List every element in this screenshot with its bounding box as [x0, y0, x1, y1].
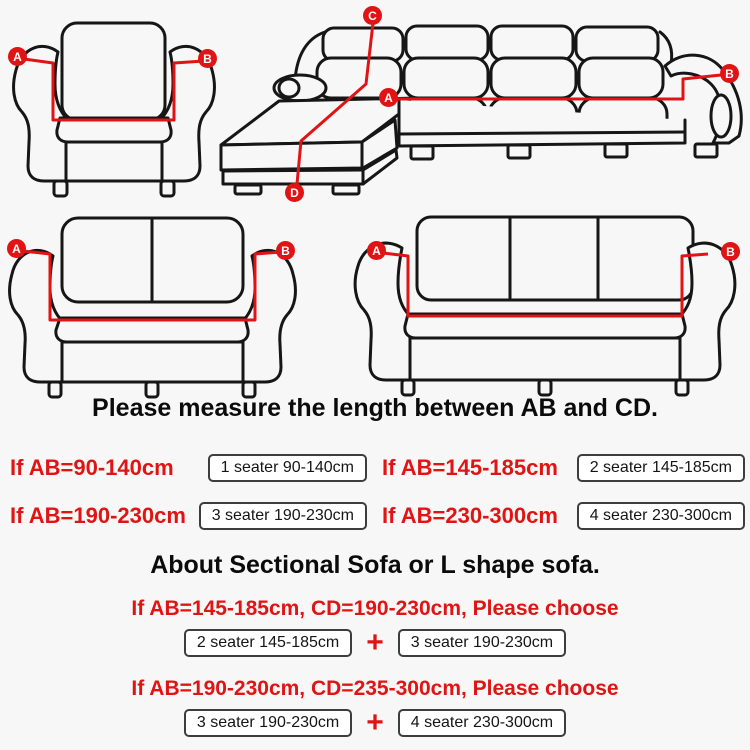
loveseat-left-arm: [10, 250, 63, 382]
marker-b-sofa3: B: [721, 242, 740, 261]
sectional-leg: [411, 146, 433, 159]
size-row-3-seater: [10, 499, 367, 532]
size-row-4-seater: [382, 499, 745, 532]
sectional-l-shape-icon: [215, 0, 750, 205]
sectional-leg: [605, 144, 627, 157]
sectional-back-cushion: [404, 58, 488, 98]
sofa3-leg: [676, 380, 688, 395]
loveseat-seat-front: [56, 318, 248, 342]
armchair-leg: [161, 181, 174, 196]
sectional-back-pillow: [491, 26, 573, 60]
size-option-box: 3 seater 190-230cm: [398, 629, 566, 657]
sectional-right-arm-scroll: [711, 95, 731, 137]
condition-label: If AB=90-140cm: [10, 454, 174, 480]
sectional-back-pillow: [576, 27, 658, 61]
armchair-leg: [54, 181, 67, 196]
loveseat-right-arm: [242, 250, 295, 382]
sectional-combo-2: [0, 706, 750, 739]
marker-a-sofa3: A: [367, 241, 386, 260]
plus-icon: +: [366, 626, 384, 659]
size-option-box: 2 seater 145-185cm: [577, 454, 745, 482]
sofa3-leg: [539, 380, 551, 395]
sectional-back-pillow: [323, 28, 403, 61]
size-option-box: 4 seater 230-300cm: [577, 502, 745, 530]
sofa3-seat-front: [405, 314, 685, 338]
sectional-leg: [508, 145, 530, 158]
chaise-leg: [333, 185, 359, 194]
sectional-back-pillow: [406, 26, 488, 60]
marker-c-sectional: C: [363, 6, 382, 25]
armchair-skirt: [66, 142, 162, 181]
loveseat-skirt: [62, 342, 243, 382]
armchair-seat-front: [57, 118, 171, 142]
sectional-condition-2: If AB=190-230cm, CD=235-300cm, Please choose: [131, 677, 619, 700]
marker-a-loveseat: A: [7, 239, 26, 258]
marker-b-armchair: B: [198, 49, 217, 68]
marker-a-armchair: A: [8, 47, 27, 66]
size-row-1-seater: [10, 451, 367, 484]
sectional-combo-1: [0, 626, 750, 659]
condition-label: If AB=230-300cm: [382, 502, 558, 528]
size-option-box: 1 seater 90-140cm: [208, 454, 367, 482]
size-option-box: 2 seater 145-185cm: [184, 629, 352, 657]
sofa-3-seater-icon: [340, 210, 750, 400]
condition-label: If AB=145-185cm: [382, 454, 558, 480]
sofa3-skirt: [410, 338, 680, 380]
size-option-box: 3 seater 190-230cm: [184, 709, 352, 737]
sectional-leg: [695, 144, 717, 157]
plus-icon: +: [366, 706, 384, 739]
sofa3-leg: [402, 380, 414, 395]
marker-b-loveseat: B: [276, 241, 295, 260]
sectional-back-cushion: [491, 58, 576, 98]
sofa3-back-cushions: [417, 217, 693, 300]
armchair-left-arm: [14, 46, 68, 181]
sofa3-left-arm: [355, 243, 410, 380]
sectional-heading: About Sectional Sofa or L shape sofa.: [150, 551, 600, 579]
size-option-box: 4 seater 230-300cm: [398, 709, 566, 737]
loveseat-2-seater-icon: [5, 210, 300, 400]
marker-a-sectional: A: [379, 88, 398, 107]
size-row-2-seater: [382, 451, 745, 484]
armchair-1-seater-icon: [8, 8, 220, 198]
marker-d-sectional: D: [285, 183, 304, 202]
size-option-box: 3 seater 190-230cm: [199, 502, 367, 530]
chaise-leg: [235, 185, 261, 194]
condition-label: If AB=190-230cm: [10, 502, 186, 528]
sectional-back-cushion: [579, 58, 663, 98]
sectional-condition-1: If AB=145-185cm, CD=190-230cm, Please choose: [131, 597, 619, 620]
armchair-back-cushion: [62, 23, 165, 120]
marker-b-sectional: B: [720, 64, 739, 83]
measure-heading: Please measure the length between AB and CD.: [92, 394, 658, 422]
